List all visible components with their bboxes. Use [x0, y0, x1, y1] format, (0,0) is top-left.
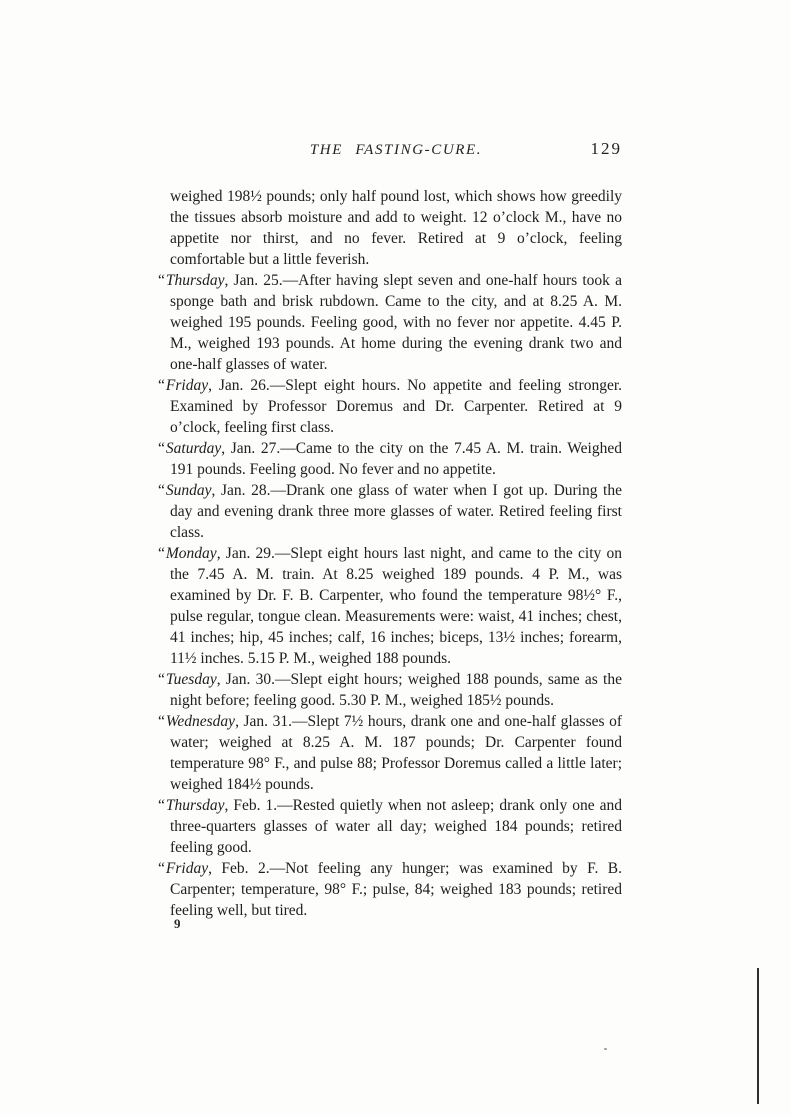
diary-entry	[158, 438, 622, 480]
entry-text: , Jan. 25.—After having slept seven and one-half hours took a sponge bath and brisk rubdown. Came to the city, and at 8.25 A. M. weighed 195 pounds. Feeling good, with no fever nor appetite. 4.45 P. M., weighed 193 pounds. At home during the evening drank two and one-half glasses of water.	[170, 272, 622, 373]
scan-artifact-line	[757, 968, 759, 1104]
entry-text: , Jan. 26.—Slept eight hours. No appetite and feeling stronger. Examined by Professor Doremus and Dr. Carpenter. Retired at 9 o’clock, feeling first class.	[170, 377, 622, 436]
open-quote: “	[158, 377, 166, 394]
diary-entry	[158, 375, 622, 438]
entry-day: Wednesday	[165, 713, 236, 730]
entry-text: , Jan. 27.—Came to the city on the 7.45 A. M. train. Weighed 191 pounds. Feeling good. No fever and no appetite.	[170, 440, 622, 478]
entry-text: , Jan. 28.—Drank one glass of water when I got up. During the day and evening drank three more glasses of water. Retired feeling first class.	[170, 482, 622, 541]
entry-day: Tuesday	[165, 671, 217, 688]
scan-artifact-speck	[604, 1048, 607, 1050]
entry-text: , Jan. 30.—Slept eight hours; weighed 188 pounds, same as the night before; feeling good. 5.30 P. M., weighed 185½ pounds.	[170, 671, 622, 709]
entry-day: Friday	[165, 377, 209, 394]
entry-text: weighed 198½ pounds; only half pound lost, which shows how greedily the tissues absorb moisture and add to weight. 12 o’clock M., have no appetite nor thirst, and no fever. Retired at 9 o’clock, feeling comfortable but a little feverish.	[170, 188, 622, 268]
diary-entry	[158, 795, 622, 858]
diary-entry	[158, 543, 622, 669]
entry-day: Saturday	[165, 440, 222, 457]
open-quote: “	[158, 713, 166, 730]
open-quote: “	[158, 482, 166, 499]
open-quote: “	[158, 440, 166, 457]
running-title: THE FASTING-CURE.	[309, 142, 483, 158]
diary-entry	[158, 711, 622, 795]
diary-entry	[170, 186, 622, 270]
diary-entry	[158, 480, 622, 543]
entry-text: , Jan. 29.—Slept eight hours last night, and came to the city on the 7.45 A. M. train. At 8.25 weighed 189 pounds. 4 P. M., was examined by Dr. F. B. Carpenter, who found the temperature 98½° F., pulse regular, tongue clean. Measurements were: waist, 41 inches; chest, 41 inches; hip, 45 inches; calf, 16 inches; biceps, 13½ inches; forearm, 11½ inches. 5.15 P. M., weighed 188 pounds.	[170, 545, 622, 667]
open-quote: “	[158, 860, 166, 877]
entry-day: Thursday	[165, 797, 225, 814]
entry-text: , Feb. 2.—Not feeling any hunger; was examined by F. B. Carpenter; temperature, 98° F.; pulse, 84; weighed 183 pounds; retired feeling well, but tired.	[170, 860, 622, 919]
open-quote: “	[158, 797, 166, 814]
entry-day: Friday	[165, 860, 209, 877]
diary-entry	[158, 270, 622, 375]
entry-day: Monday	[165, 545, 217, 562]
open-quote: “	[158, 671, 166, 688]
page-header	[170, 139, 622, 166]
diary-entry	[158, 858, 622, 921]
entry-text: , Jan. 31.—Slept 7½ hours, drank one and one-half glasses of water; weighed at 8.25 A. M. 187 pounds; Dr. Carpenter found temperature 98° F., and pulse 88; Professor Doremus called a little later; weighed 184½ pounds.	[170, 713, 622, 793]
open-quote: “	[158, 272, 166, 289]
page-number: 129	[590, 139, 622, 158]
entry-text: , Feb. 1.—Rested quietly when not asleep; drank only one and three-quarters glasses of water all day; weighed 184 pounds; retired feeling good.	[170, 797, 622, 856]
page-body	[158, 186, 622, 921]
open-quote: “	[158, 545, 166, 562]
entry-day: Thursday	[165, 272, 225, 289]
diary-entry	[158, 669, 622, 711]
signature-mark: 9	[174, 916, 181, 931]
entry-day: Sunday	[165, 482, 212, 499]
